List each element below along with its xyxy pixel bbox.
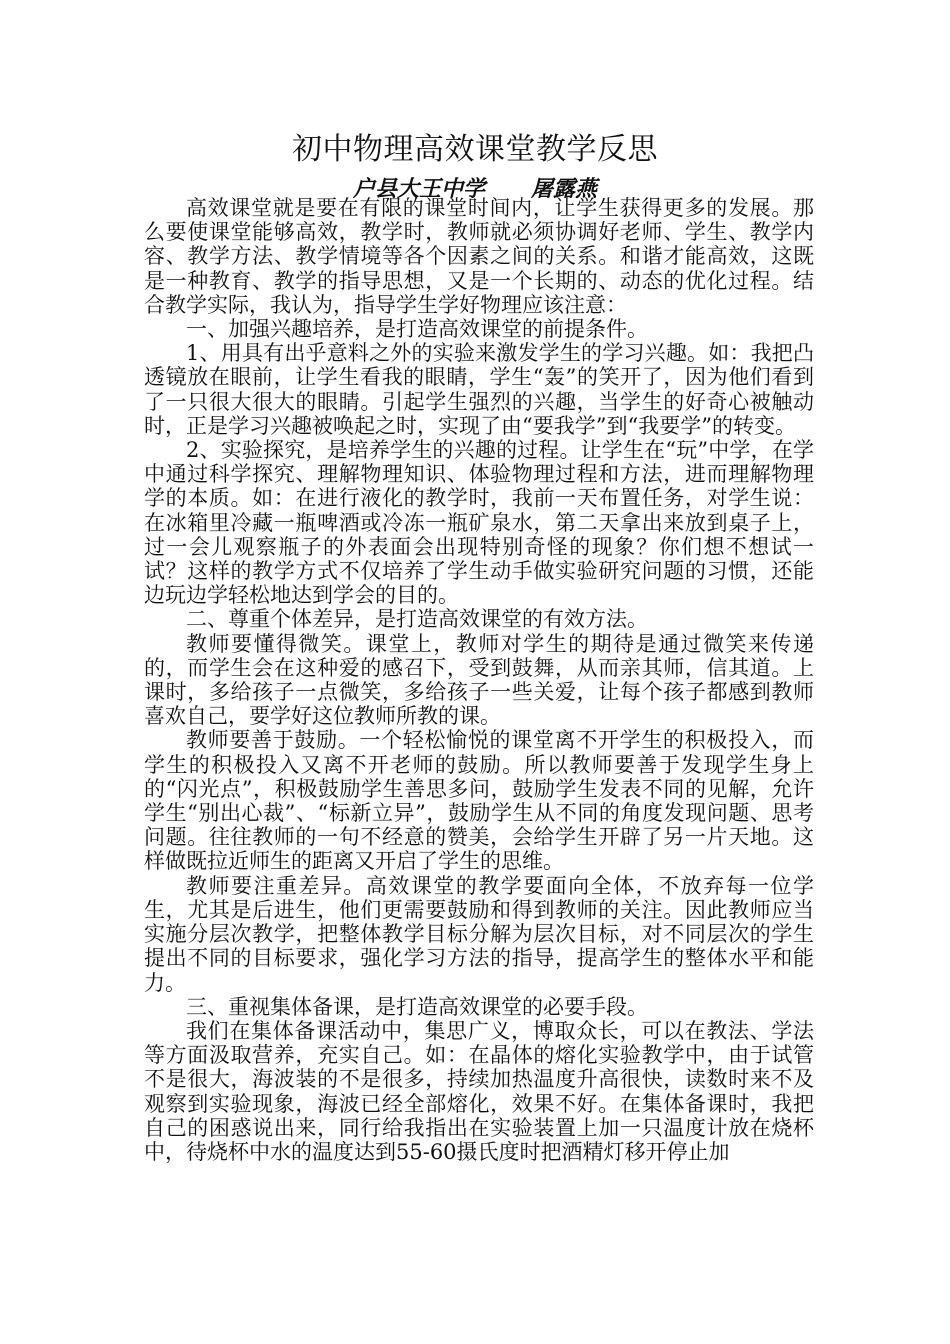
paragraph-1-1: 1、用具有出乎意料之外的实验来激发学生的学习兴趣。如：我把凸透镜放在眼前，让学生看我的眼睛，学生“轰”的笑开了，因为他们看到了一只很大很大的眼睛。引起学生强烈的兴趣，当学生的好奇心被触动时，正是学习兴趣被唤起之时，实现了由“要我学”到“我要学”的转变。 xyxy=(144,341,814,438)
section-heading-3: 三、重视集体备课，是打造高效课堂的必要手段。 xyxy=(186,994,648,1019)
document-byline: 户县大王中学 屠露燕 xyxy=(353,176,597,202)
document-body xyxy=(144,196,814,1164)
paragraph-1-2: 2、实验探究，是培养学生的兴趣的过程。让学生在“玩”中学，在学中通过科学探究、理解物理知识、体验物理过程和方法，进而理解物理学的本质。如：在进行液化的教学时，我前一天布置任务，对学生说：在冰箱里冷藏一瓶啤酒或冷冻一瓶矿泉水，第二天拿出来放到桌子上，过一会儿观察瓶子的外表面会出现特别奇怪的现象？你们想不想试一试？这样的教学方式不仅培养了学生动手做实验研究问题的习惯，还能边玩边学轻松地达到学会的目的。 xyxy=(144,438,814,608)
paragraph-3-1: 我们在集体备课活动中，集思广义，博取众长，可以在教法、学法等方面汲取营养，充实自己。如：在晶体的熔化实验教学中，由于试管不是很大，海波装的不是很多，持续加热温度升高很快，读数时来不及观察到实验现象，海波已经全部熔化，效果不好。在集体备课时，我把自己的困惑说出来，同行给我指出在实验装置上加一只温度计放在烧杯中，待烧杯中水的温度达到55-60摄氏度时把酒精灯移开停止加 xyxy=(144,1018,814,1164)
paragraph-intro: 高效课堂就是要在有限的课堂时间内，让学生获得更多的发展。那么要使课堂能够高效，教学时，教师就必须协调好老师、学生、教学内容、教学方法、教学情境等各个因素之间的关系。和谐才能高效，这既是一种教育、教学的指导思想，又是一个长期的、动态的优化过程。结合教学实际，我认为，指导学生学好物理应该注意： xyxy=(144,196,814,317)
paragraph-2-encourage: 教师要善于鼓励。一个轻松愉悦的课堂离不开学生的积极投入，而学生的积极投入又离不开老师的鼓励。所以教师要善于发现学生身上的“闪光点”，积极鼓励学生善思多问，鼓励学生发表不同的见解，允许学生“别出心裁”、“标新立异”，鼓励学生从不同的角度发现问题、思考问题。往往教师的一句不经意的赞美，会给学生开辟了另一片天地。这样做既拉近师生的距离又开启了学生的思维。 xyxy=(144,728,814,874)
document-title: 初中物理高效课堂教学反思 xyxy=(292,132,658,167)
section-heading-2: 二、尊重个体差异，是打造高效课堂的有效方法。 xyxy=(186,607,648,632)
paragraph-2-difference: 教师要注重差异。高效课堂的教学要面向全体，不放弃每一位学生，尤其是后进生，他们更需要鼓励和得到教师的关注。因此教师应当实施分层次教学，把整体教学目标分解为层次目标，对不同层次的学生提出不同的目标要求，强化学习方法的指导，提高学生的整体水平和能力。 xyxy=(144,873,814,995)
section-heading-1: 一、加强兴趣培养，是打造高效课堂的前提条件。 xyxy=(186,317,648,342)
paragraph-2-smile: 教师要懂得微笑。课堂上，教师对学生的期待是通过微笑来传递的，而学生会在这种爱的感召下，受到鼓舞，从而亲其师，信其道。上课时，多给孩子一点微笑，多给孩子一些关爱，让每个孩子都感到教师喜欢自己，要学好这位教师所教的课。 xyxy=(144,631,814,729)
